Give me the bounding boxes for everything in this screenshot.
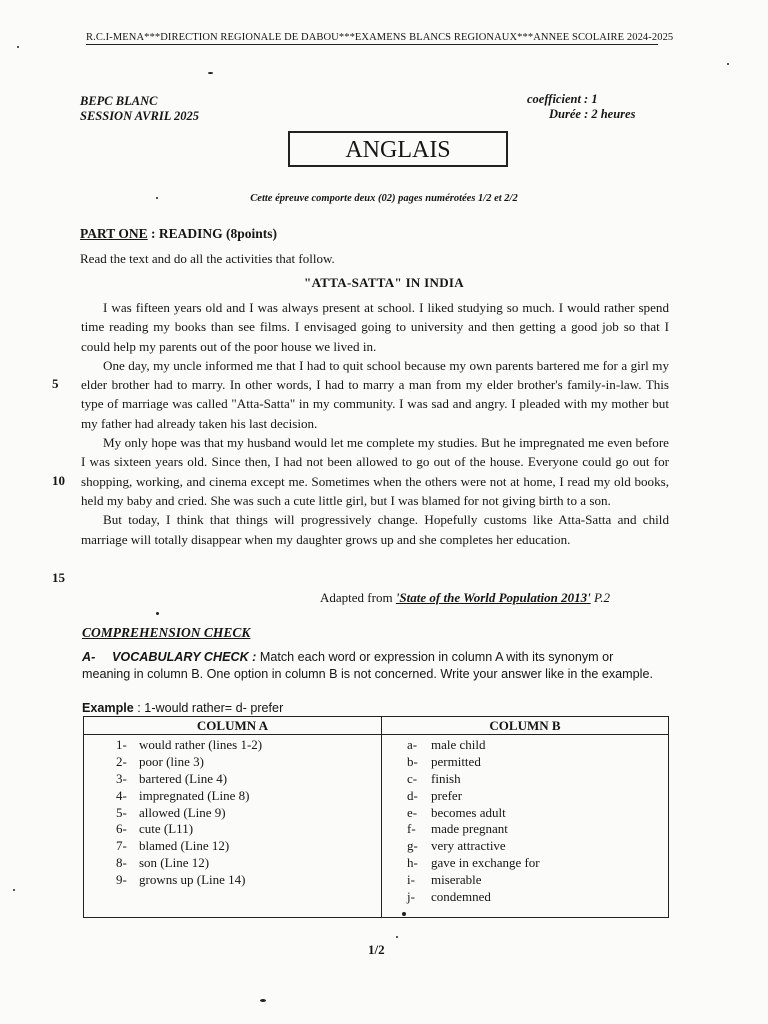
list-item [84,737,381,754]
table-header-row [84,717,669,735]
list-item [382,788,668,805]
vocabulary-instruction [82,649,662,682]
item-letter: f- [407,821,416,837]
item-text: made pregnant [431,821,508,837]
list-item [84,788,381,805]
passage-paragraph-4: But today, I think that things will progressively change. Hopefully customs like Atta-Satta and child marriage will totally disappear when my daughter grows up and she completes her education. [81,512,669,547]
example-text: : 1-would rather= d- prefer [133,701,284,715]
passage-paragraph-1: I was fifteen years old and I was always present at school. I liked studying so much. I would rather spend time reading my books than see films. I envisaged going to university and then getting a good job so that I could help my parents out of the poor house we lived in. [81,300,669,354]
scan-speck [156,197,158,199]
item-number: 5- [116,804,127,820]
item-number: 1- [116,737,127,752]
page-number: 1/2 [368,942,385,957]
column-a-header: COLUMN A [84,717,382,735]
scan-speck [208,72,213,74]
ministry-header-line: R.C.I-MENA***DIRECTION REGIONALE DE DABOU***EXAMENS BLANCS REGIONAUX***ANNEE SCOLAIRE 2024-2025 [86,32,674,43]
item-number: 7- [116,838,127,854]
list-item [382,838,668,855]
list-item [382,855,668,872]
exam-info [80,94,199,124]
vocab-text: Match each word or expression in column A with its synonym or meaning in column B. One option in column B is not concerned. Write your answer like in the example. [82,650,653,681]
comprehension-heading: COMPREHENSION CHECK [82,625,251,640]
item-text: allowed (Line 9) [139,804,226,820]
item-number: 3- [116,770,127,786]
vocab-letter: A- [82,650,96,664]
item-text: male child [431,737,486,752]
item-text: becomes adult [431,804,506,820]
part-one-rest: : READING (8points) [147,226,278,241]
scan-speck [13,889,15,891]
scan-speck [727,63,729,65]
item-text: would rather (lines 1-2) [139,737,263,752]
example-line [82,701,283,715]
item-letter: h- [407,855,418,871]
passage-paragraph-2: One day, my uncle informed me that I had to quit school because my own parents bartered me for a girl my elder brother had to marry. In other words, I had to marry a man from my elder brother's family-in-law. This type of marriage was called "Atta-Satta" in my community. I was sad and angry. I pleaded with my mother but my father had already taken his last decision. [81,357,669,431]
item-letter: c- [407,770,418,786]
item-letter: a- [407,737,418,752]
item-text: poor (line 3) [139,753,204,769]
item-text: growns up (Line 14) [139,872,246,888]
line-number-5: 5 [52,376,59,391]
list-item [84,855,381,872]
list-item [382,754,668,771]
matching-table [83,716,669,918]
item-text: prefer [431,787,463,803]
column-b-header: COLUMN B [382,717,669,735]
text-title: "ATTA-SATTA" IN INDIA [304,275,464,290]
item-text: finish [431,770,461,786]
reading-passage [81,298,669,549]
list-item [84,805,381,822]
exam-name: BEPC BLANC [80,94,158,108]
source-title: 'State of the World Population 2013' [395,590,591,605]
list-item [84,838,381,855]
coefficient: coefficient : 1 [527,92,598,106]
item-number: 8- [116,855,127,871]
list-item [84,821,381,838]
item-number: 9- [116,872,127,888]
scan-speck [17,46,19,48]
item-number: 6- [116,821,127,837]
item-letter: d- [407,787,418,803]
part-one-label: PART ONE [80,226,148,241]
item-letter: i- [407,872,415,888]
vocab-label: VOCABULARY CHECK : [112,650,257,664]
list-item [382,821,668,838]
item-number: 4- [116,787,127,803]
item-text: very attractive [431,838,506,854]
item-letter: e- [407,804,418,820]
item-text: cute (L11) [139,821,194,837]
exam-session: SESSION AVRIL 2025 [80,109,200,123]
column-b-list [382,737,668,906]
column-a-list [84,737,381,889]
list-item [382,889,668,906]
item-number: 2- [116,753,127,769]
table-body-row [84,735,669,918]
scan-speck [260,999,266,1002]
subject-title: ANGLAIS [288,131,508,167]
scan-speck [396,936,398,938]
source-citation [320,590,610,606]
item-text: son (Line 12) [139,855,210,871]
duration: Durée : 2 heures [549,107,636,121]
item-text: impregnated (Line 8) [139,787,250,803]
item-text: gave in exchange for [431,855,540,871]
passage-paragraph-3: My only hope was that my husband would let me complete my studies. But he impregnated me even before I was sixteen years old. Since then, I had not been allowed to go out of the house. Everyone could go out for shopping, working, and cinema except me. Sometimes when the others were not at home, I read my old books, held my baby and cried. She was such a cute little girl, but I was blamed for not giving birth to a son. [81,435,669,508]
list-item [382,805,668,822]
list-item [84,754,381,771]
list-item [382,771,668,788]
line-number-10: 10 [52,473,65,488]
item-letter: g- [407,838,418,854]
item-text: blamed (Line 12) [139,838,230,854]
item-letter: j- [407,889,415,905]
item-text: miserable [431,872,482,888]
list-item [84,872,381,889]
scan-speck [156,612,159,615]
column-a-cell [84,735,382,918]
source-prefix: Adapted from [320,590,396,605]
reading-instruction: Read the text and do all the activities that follow. [80,251,335,266]
source-page: P.2 [590,590,610,605]
list-item [382,872,668,889]
column-b-cell [382,735,669,918]
list-item [382,737,668,754]
exam-meta [527,92,635,122]
item-letter: b- [407,753,418,769]
scan-speck [402,912,406,916]
item-text: bartered (Line 4) [139,770,228,786]
list-item [84,771,381,788]
part-one-heading [80,226,277,242]
item-text: permitted [431,753,481,769]
line-number-15: 15 [52,570,65,585]
pages-note: Cette épreuve comporte deux (02) pages numérotées 1/2 et 2/2 [250,193,518,204]
item-text: condemned [431,889,491,905]
example-label: Example [82,701,134,715]
